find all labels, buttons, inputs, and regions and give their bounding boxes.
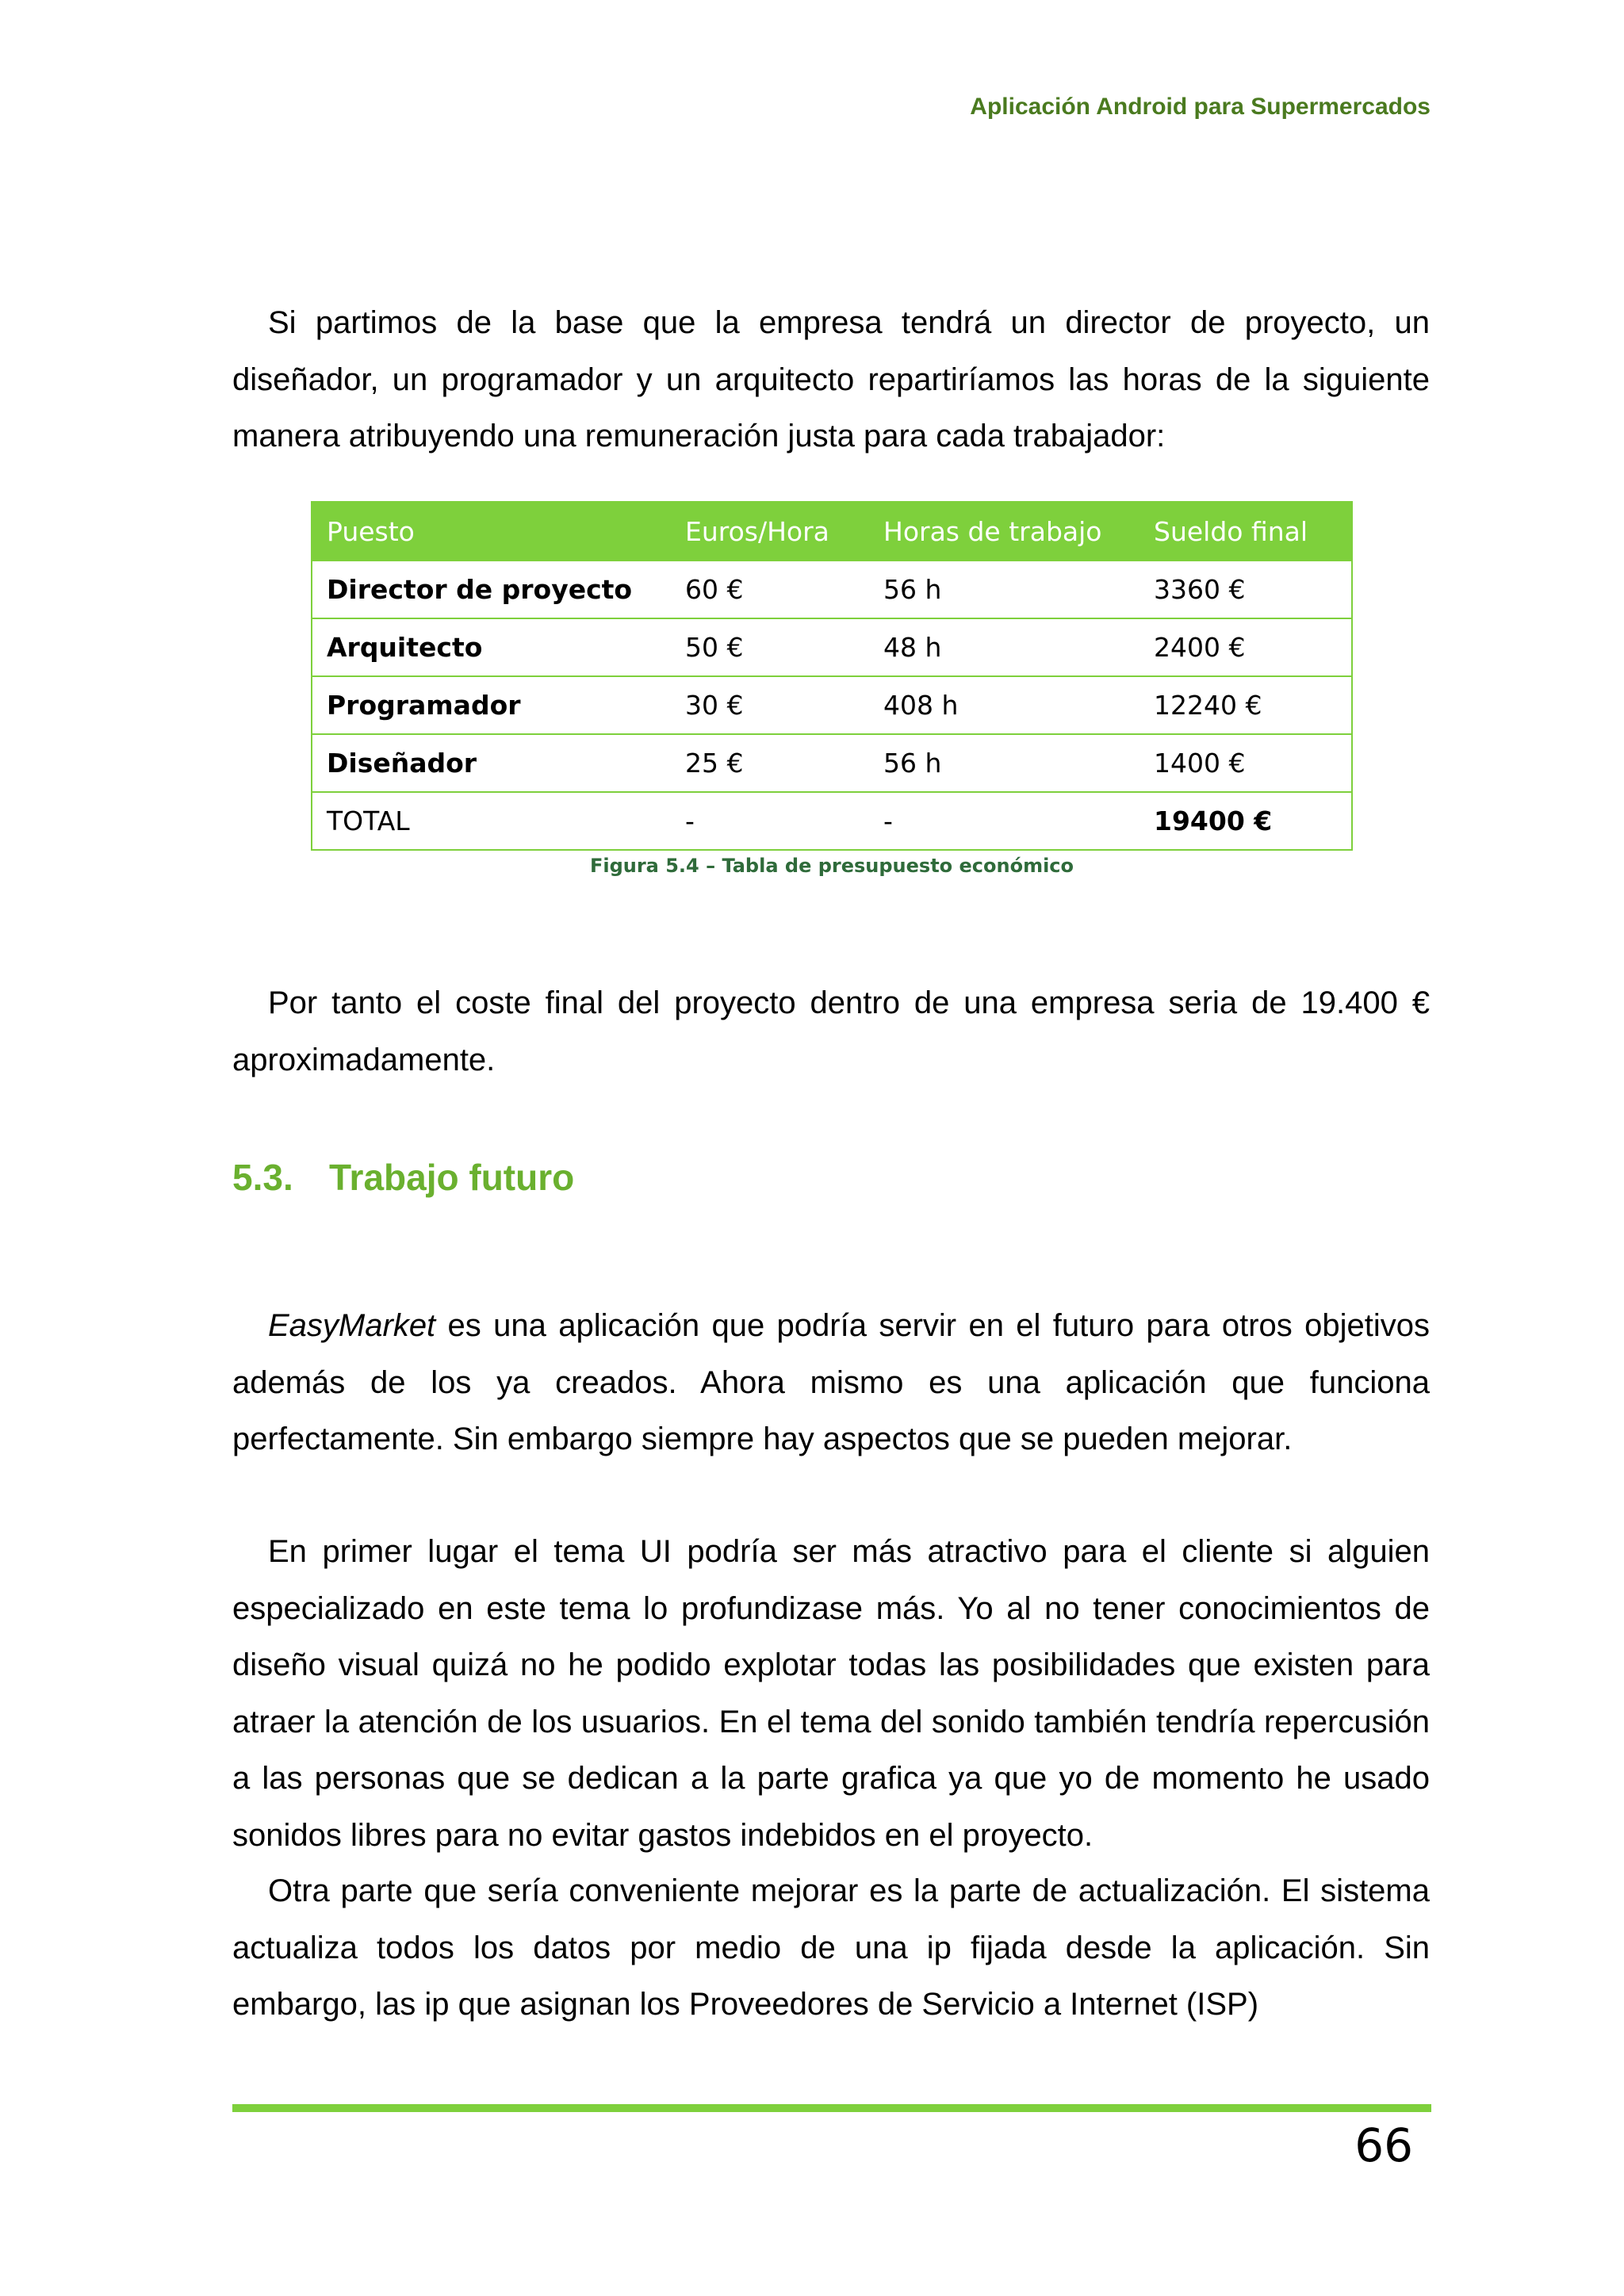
table-cell: - bbox=[869, 792, 1139, 850]
footer-rule bbox=[232, 2104, 1431, 2112]
column-header: Euros/Hora bbox=[671, 502, 869, 561]
table-cell: 48 h bbox=[869, 618, 1139, 676]
table-cell: 3360 € bbox=[1139, 561, 1352, 618]
paragraph-intro: Si partimos de la base que la empresa tendrá un director de proyecto, un diseñador, un programador y un arquitecto repartiríamos las horas de la siguiente manera atribuyendo una remuneración justa para cada trabajador: bbox=[232, 305, 1430, 453]
table-cell: 50 € bbox=[671, 618, 869, 676]
table-cell: 25 € bbox=[671, 734, 869, 792]
section-heading bbox=[232, 1156, 574, 1199]
table-cell: 1400 € bbox=[1139, 734, 1352, 792]
paragraph-update: Otra parte que sería conveniente mejorar es la parte de actualización. El sistema actualiza todos los datos por medio de una ip fijada desde la aplicación. Sin embargo, las ip que asignan los Proveedores de Servicio a Internet (ISP) bbox=[232, 1873, 1430, 2022]
page-number: 66 bbox=[1354, 2118, 1413, 2172]
table-cell: 60 € bbox=[671, 561, 869, 618]
column-header: Puesto bbox=[312, 502, 671, 561]
table-cell: 56 h bbox=[869, 561, 1139, 618]
app-name: EasyMarket bbox=[268, 1308, 436, 1343]
table-cell: TOTAL bbox=[312, 792, 671, 850]
table-cell: 12240 € bbox=[1139, 676, 1352, 734]
paragraph-text: es una aplicación que podría servir en el futuro para otros objetivos además de los ya creados. Ahora mismo es una aplicación que funciona perfectamente. Sin embargo siempre hay aspectos que se pueden mejorar. bbox=[232, 1308, 1430, 1456]
paragraph-easymarket bbox=[232, 1298, 1430, 1468]
table-total-row bbox=[312, 792, 1352, 850]
paragraph-cost: Por tanto el coste final del proyecto dentro de una empresa seria de 19.400 € aproximadamente. bbox=[232, 985, 1430, 1077]
table-total-cell: 19400 € bbox=[1139, 792, 1352, 850]
table-header-row bbox=[312, 502, 1352, 561]
table-row bbox=[312, 561, 1352, 618]
column-header: Sueldo final bbox=[1139, 502, 1352, 561]
table-cell: Arquitecto bbox=[312, 618, 671, 676]
table-cell: Programador bbox=[312, 676, 671, 734]
table-row bbox=[312, 734, 1352, 792]
table-cell: 56 h bbox=[869, 734, 1139, 792]
section-number: 5.3. bbox=[232, 1157, 293, 1198]
table-cell: 408 h bbox=[869, 676, 1139, 734]
budget-table bbox=[311, 501, 1353, 851]
table-cell: Director de proyecto bbox=[312, 561, 671, 618]
table-cell: Diseñador bbox=[312, 734, 671, 792]
section-title: Trabajo futuro bbox=[329, 1157, 575, 1198]
table-row bbox=[312, 676, 1352, 734]
column-header: Horas de trabajo bbox=[869, 502, 1139, 561]
table-cell: - bbox=[671, 792, 869, 850]
table-row bbox=[312, 618, 1352, 676]
table-cell: 2400 € bbox=[1139, 618, 1352, 676]
table-caption: Figura 5.4 – Tabla de presupuesto económico bbox=[589, 855, 1074, 877]
table-cell: 30 € bbox=[671, 676, 869, 734]
running-header: Aplicación Android para Supermercados bbox=[970, 94, 1431, 120]
paragraph-ui: En primer lugar el tema UI podría ser más atractivo para el cliente si alguien especializado en este tema lo profundizase más. Yo al no tener conocimientos de diseño visual quizá no he podido explotar todas las posibilidades que existen para atraer la atención de los usuarios. En el tema del sonido también tendría repercusión a las personas que se dedican a la parte grafica ya que yo de momento he usado sonidos libres para no evitar gastos indebidos en el proyecto. bbox=[232, 1534, 1430, 1853]
